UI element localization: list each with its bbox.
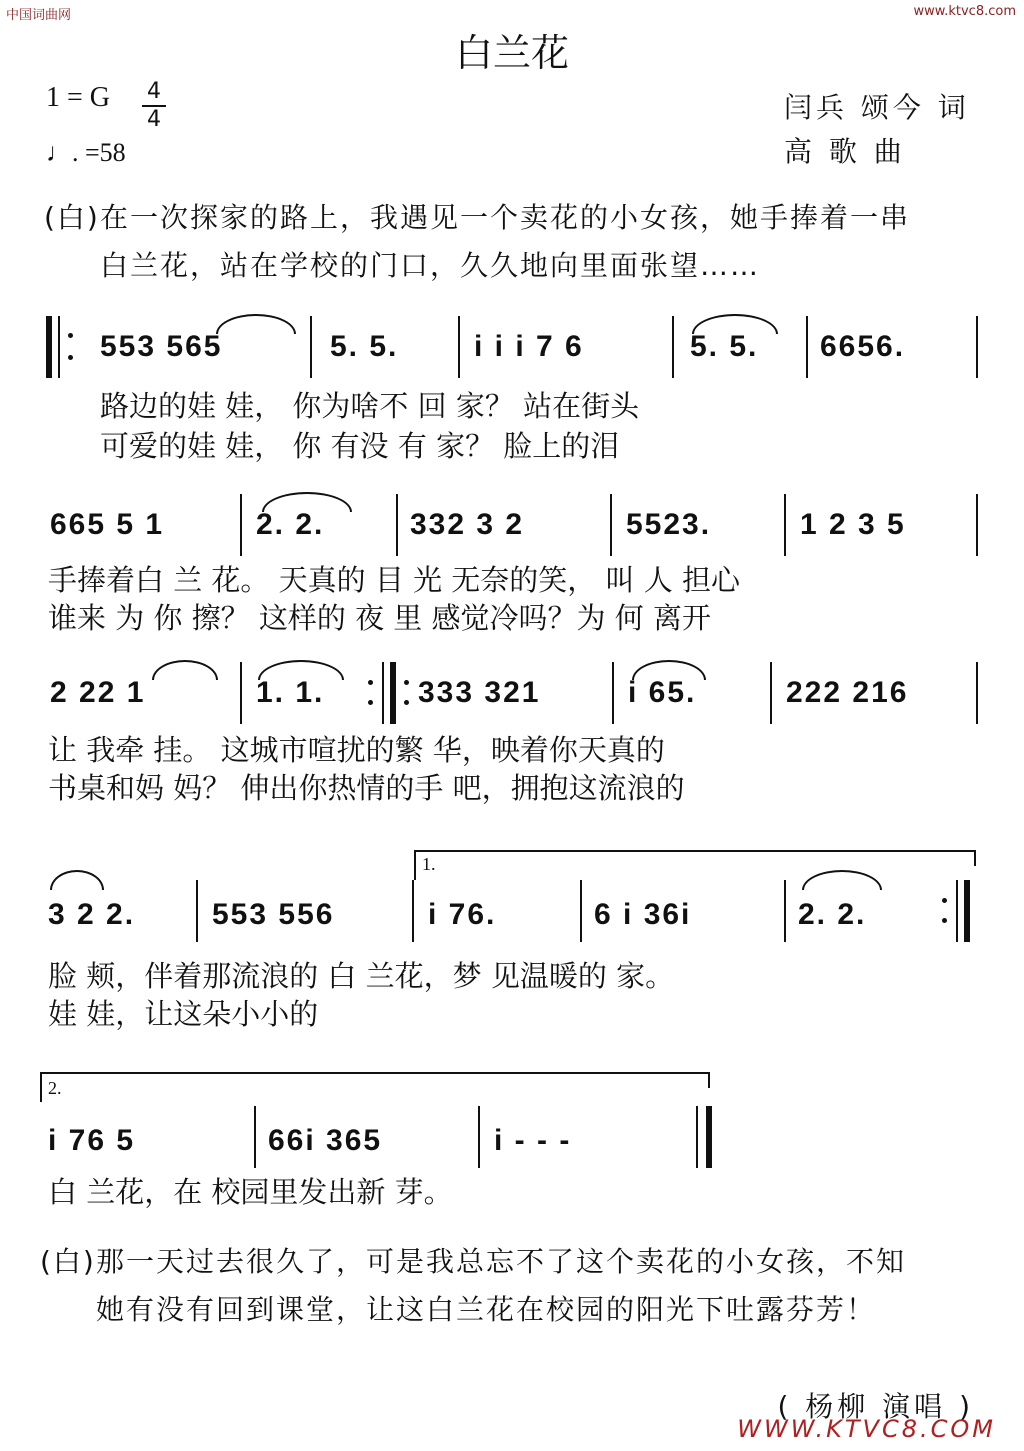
repeat-end-thick xyxy=(964,880,970,942)
row4-measure-4: 6 i 36i xyxy=(594,898,692,931)
row5-measure-3: i - - - xyxy=(494,1124,572,1157)
time-sig-top: 4 xyxy=(147,79,161,104)
row1-measure-3: i i i 7 6 xyxy=(474,330,584,363)
row3-measure-3: 333 321 xyxy=(418,676,541,709)
repeat-start-thick xyxy=(46,316,52,378)
row4-measure-2: 553 556 xyxy=(212,898,335,931)
row3-lyrics-verse1: 让 我牵 挂。 这城市喧扰的繁 华，映着你天真的 xyxy=(48,733,665,767)
composer-credit: 高 歌 曲 xyxy=(784,135,906,168)
time-signature xyxy=(142,80,166,132)
row4-measure-3: i 76. xyxy=(428,898,497,931)
row3-measure-1: 2 22 1 xyxy=(50,676,146,709)
row2-lyrics-verse1: 手捧着白 兰 花。 天真的 目 光 无奈的笑， 叫 人 担心 xyxy=(48,563,740,597)
row2-measure-5: 1 2 3 5 xyxy=(800,508,906,541)
row2-measure-2: 2. 2. xyxy=(256,508,325,541)
row4-measure-5: 2. 2. xyxy=(798,898,867,931)
song-title: 白兰花 xyxy=(454,31,569,75)
lyricist-credit: 闫兵 颂今 词 xyxy=(784,91,970,124)
row4-lyrics-verse2: 娃 娃，让这朵小小的 xyxy=(48,997,319,1031)
row2-lyrics-verse2: 谁来 为 你 擦？ 这样的 夜 里 感觉冷吗？为 何 离开 xyxy=(48,601,711,635)
first-ending-label: 1. xyxy=(422,854,436,874)
row4-measure-1: 3 2 2. xyxy=(48,898,136,931)
row2-measure-4: 5523. xyxy=(626,508,712,541)
intro-label: (白) xyxy=(44,201,100,234)
row1-measure-1: 553 565 xyxy=(100,330,223,363)
tempo-marking: ♩. =58 xyxy=(46,138,126,167)
row5-measure-1: i 76 5 xyxy=(48,1124,136,1157)
outro-line-1: 那一天过去很久了，可是我总忘不了这个卖花的小女孩，不知 xyxy=(96,1245,907,1278)
intro-line-2: 白兰花，站在学校的门口，久久地向里面张望…… xyxy=(100,249,761,282)
row1-measure-2: 5. 5. xyxy=(330,330,399,363)
singer-credit: ( 杨柳 演唱 ) xyxy=(777,1390,974,1423)
intro-line-1: 在一次探家的路上，我遇见一个卖花的小女孩，她手捧着一串 xyxy=(100,201,911,234)
row3-measure-4: i 65. xyxy=(628,676,697,709)
row3-measure-2: 1. 1. xyxy=(256,676,325,709)
row1-lyrics-verse2: 可爱的娃 娃， 你 有没 有 家？ 脸上的泪 xyxy=(100,429,620,463)
row1-measure-5: 6656. xyxy=(820,330,906,363)
row3-lyrics-verse2: 书桌和妈 妈？ 伸出你热情的手 吧，拥抱这流浪的 xyxy=(48,771,685,805)
row5-measure-2: 66i 365 xyxy=(268,1124,383,1157)
key-signature: 1 = G xyxy=(46,82,111,113)
second-ending-label: 2. xyxy=(48,1078,62,1098)
row2-measure-1: 665 5 1 xyxy=(50,508,165,541)
row1-lyrics-verse1: 路边的娃 娃， 你为啥不 回 家？ 站在街头 xyxy=(100,389,640,423)
row4-lyrics-verse1: 脸 颊，伴着那流浪的 白 兰花，梦 见温暖的 家。 xyxy=(48,959,675,993)
row5-lyrics: 白 兰花，在 校园里发出新 芽。 xyxy=(48,1175,453,1209)
site-watermark: WWW.KTVC8.COM xyxy=(737,1415,996,1443)
outro-line-2: 她有没有回到课堂，让这白兰花在校园的阳光下吐露芬芳！ xyxy=(96,1293,877,1326)
time-sig-bottom: 4 xyxy=(147,107,161,132)
outro-label: (白) xyxy=(40,1245,96,1278)
row3-measure-5: 222 216 xyxy=(786,676,909,709)
row2-measure-3: 332 3 2 xyxy=(410,508,525,541)
final-barline xyxy=(706,1106,712,1168)
row1-measure-4: 5. 5. xyxy=(690,330,759,363)
site-name-left: 中国词曲网 xyxy=(6,8,72,23)
site-url-right: www.ktvc8.com xyxy=(913,4,1016,19)
